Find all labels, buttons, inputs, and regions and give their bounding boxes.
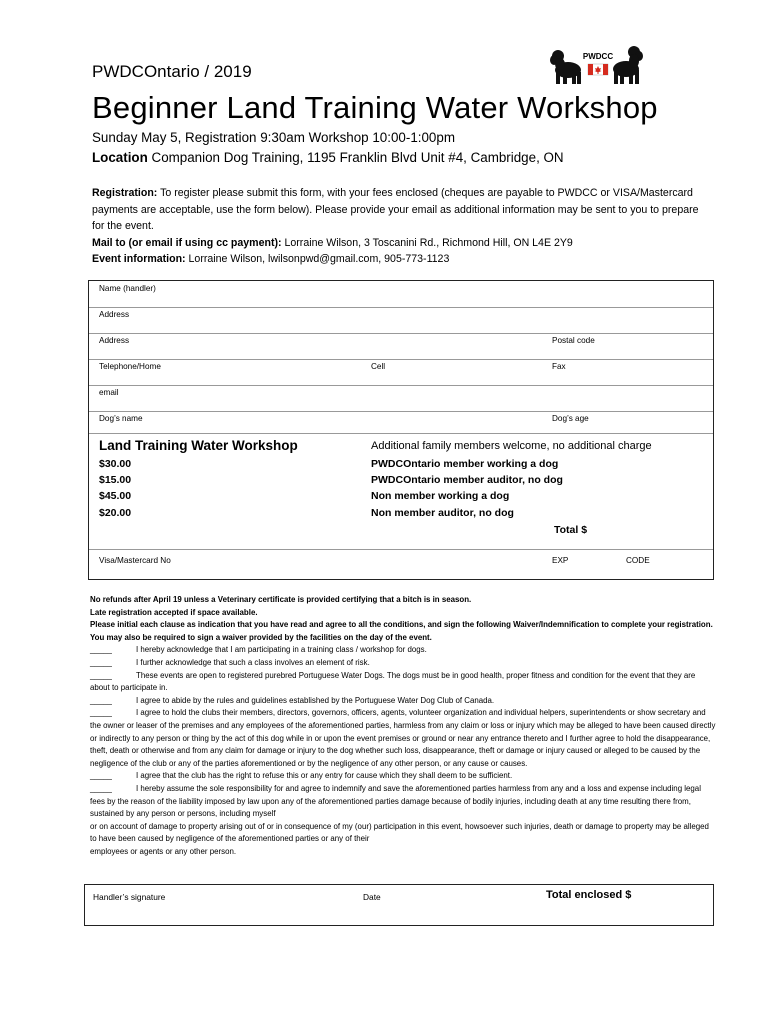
initial-blank[interactable]: _____ (90, 670, 112, 680)
postal-code-field[interactable]: Postal code (552, 336, 595, 345)
fee-price: $45.00 (99, 490, 132, 502)
late-registration-note: Late registration accepted if space available. (90, 607, 258, 617)
address-field-1[interactable]: Address (99, 310, 130, 319)
initial-blank[interactable]: _____ (90, 645, 112, 655)
event-info-value: Lorraine Wilson, lwilsonpwd@gmail.com, 905-773-1123 (185, 253, 450, 266)
initial-blank[interactable]: _____ (90, 695, 112, 705)
location-label: Location (92, 150, 148, 165)
fee-option[interactable]: PWDCOntario member working a dog (371, 458, 559, 470)
registration-text: To register please submit this form, with your fees enclosed (cheques are payable to PWDCC or VISA/Mastercard payments are acceptable, use the form below). Please provide your email as additional information may be sent to you to prepare for the event. (92, 187, 699, 233)
date-field[interactable]: Date (363, 892, 381, 902)
refund-policy: No refunds after April 19 unless a Veterinary certificate is provided certifying that a bitch is in season. (90, 595, 472, 604)
fee-price: $30.00 (99, 458, 132, 470)
fee-price: $20.00 (99, 507, 132, 519)
waiver-clause (90, 783, 716, 821)
email-field[interactable]: email (99, 388, 119, 397)
location-value: Companion Dog Training, 1195 Franklin Blvd Unit #4, Cambridge, ON (147, 150, 564, 165)
event-location (92, 150, 564, 165)
initial-blank[interactable]: _____ (90, 771, 112, 781)
initial-blank[interactable]: _____ (90, 708, 112, 718)
waiver-clause (90, 707, 716, 770)
fax-field[interactable]: Fax (552, 362, 566, 371)
total-enclosed-field[interactable]: Total enclosed $ (546, 889, 632, 901)
total-field[interactable]: Total $ (554, 524, 588, 536)
address-field-2[interactable]: Address (99, 336, 130, 345)
exp-field[interactable]: EXP (552, 556, 569, 565)
mail-to-label: Mail to (or email if using cc payment): (92, 236, 282, 249)
pwdcc-logo (546, 44, 650, 86)
terms-and-waiver (90, 594, 716, 858)
initial-instructions: Please initial each clause as indication that you have read and agree to all the conditions, and sign the following Waiver/Indemnification to complete your registration. You may also be required to sign a waiver provided by the facilities on the day of the event. (90, 620, 713, 642)
telephone-home-field[interactable]: Telephone/Home (99, 362, 161, 371)
clause-text: I hereby acknowledge that I am participating in a training class / workshop for dogs. (136, 645, 427, 655)
name-handler-field[interactable]: Name (handler) (99, 284, 156, 293)
initial-blank[interactable]: _____ (90, 783, 112, 793)
waiver-clause (90, 644, 716, 657)
registration-info (92, 185, 702, 268)
code-field[interactable]: CODE (626, 556, 650, 565)
org-year: PWDCOntario / 2019 (92, 62, 252, 81)
signature-box (84, 884, 714, 926)
card-number-field[interactable]: Visa/Mastercard No (99, 556, 171, 565)
clause-text: I agree that the club has the right to refuse this or any entry for cause which they shall deem to be sufficient. (136, 771, 513, 781)
initial-blank[interactable]: _____ (90, 657, 112, 667)
clause-text: I further acknowledge that such a class involves an element of risk. (136, 657, 370, 667)
waiver-clause (90, 670, 716, 695)
mail-to-value: Lorraine Wilson, 3 Toscanini Rd., Richmond Hill, ON L4E 2Y9 (281, 236, 573, 249)
clause-text: I hereby assume the sole responsibility for and agree to indemnify and save the aforementioned parties harmless from any and a loss and expense including legal fees by the reason of the liability imposed by law upon any of the aforementioned parties damage because of bodily injuries, including death at any time resulting there from, sustained by any person or persons, including myself (90, 783, 701, 819)
fee-option[interactable]: Non member working a dog (371, 490, 510, 502)
clause-text: I agree to abide by the rules and guidelines established by the Portuguese Water Dog Club of Canada. (136, 695, 495, 705)
waiver-clause (90, 657, 716, 670)
dogs-name-field[interactable]: Dog’s name (99, 414, 143, 423)
workshop-section-title: Land Training Water Workshop (99, 438, 298, 453)
registration-label: Registration: (92, 187, 158, 199)
dogs-age-field[interactable]: Dog’s age (552, 414, 589, 423)
event-date-line: Sunday May 5, Registration 9:30am Workshop 10:00-1:00pm (92, 130, 455, 145)
cell-field[interactable]: Cell (371, 362, 386, 371)
event-info-label: Event information: (92, 253, 186, 266)
clause-text: I agree to hold the clubs their members, directors, governors, officers, agents, volunteer organization and individual helpers, superintendents or show secretary and the owner or leaser of the premises and any employees of the aforementioned parties, harmless from any claim or loss or injury which may be alleged to have been caused directly or indirectly to any person or thing by the act of this dog while in or upon the event premises or ground or near any entrance thereto and I further agree to hold the disappearance, theft, death or otherwise and from any claim for damage or injury to the dog whether such loss, disappearance, theft or damage or injury caused or alleged to be caused by the negligence of the club or any of the parties aforementioned or by the negligence of any other person, or any cause or causes. (90, 708, 716, 768)
registration-form (88, 280, 714, 580)
family-note: Additional family members welcome, no additional charge (371, 440, 652, 452)
clause-text: These events are open to registered purebred Portuguese Water Dogs. The dogs must be in good health, proper fitness and condition for the event that they are about to participate in. (90, 670, 696, 693)
page-title: Beginner Land Training Water Workshop (92, 90, 658, 125)
waiver-continuation: or on account of damage to property arising out of or in consequence of my (our) participation in this event, howsoever such injuries, death or damage to property may be alleged to have been caused by negligence of the aforementioned parties or any of their (90, 821, 709, 844)
waiver-clause (90, 695, 716, 708)
handler-signature-field[interactable]: Handler’s signature (93, 892, 166, 902)
waiver-ending: employees or agents or any other person. (90, 846, 237, 856)
logo-text: PWDCC (582, 52, 614, 61)
fee-price: $15.00 (99, 474, 132, 486)
fee-option[interactable]: Non member auditor, no dog (371, 507, 514, 519)
fee-option[interactable]: PWDCOntario member auditor, no dog (371, 474, 563, 486)
waiver-clause (90, 770, 716, 783)
